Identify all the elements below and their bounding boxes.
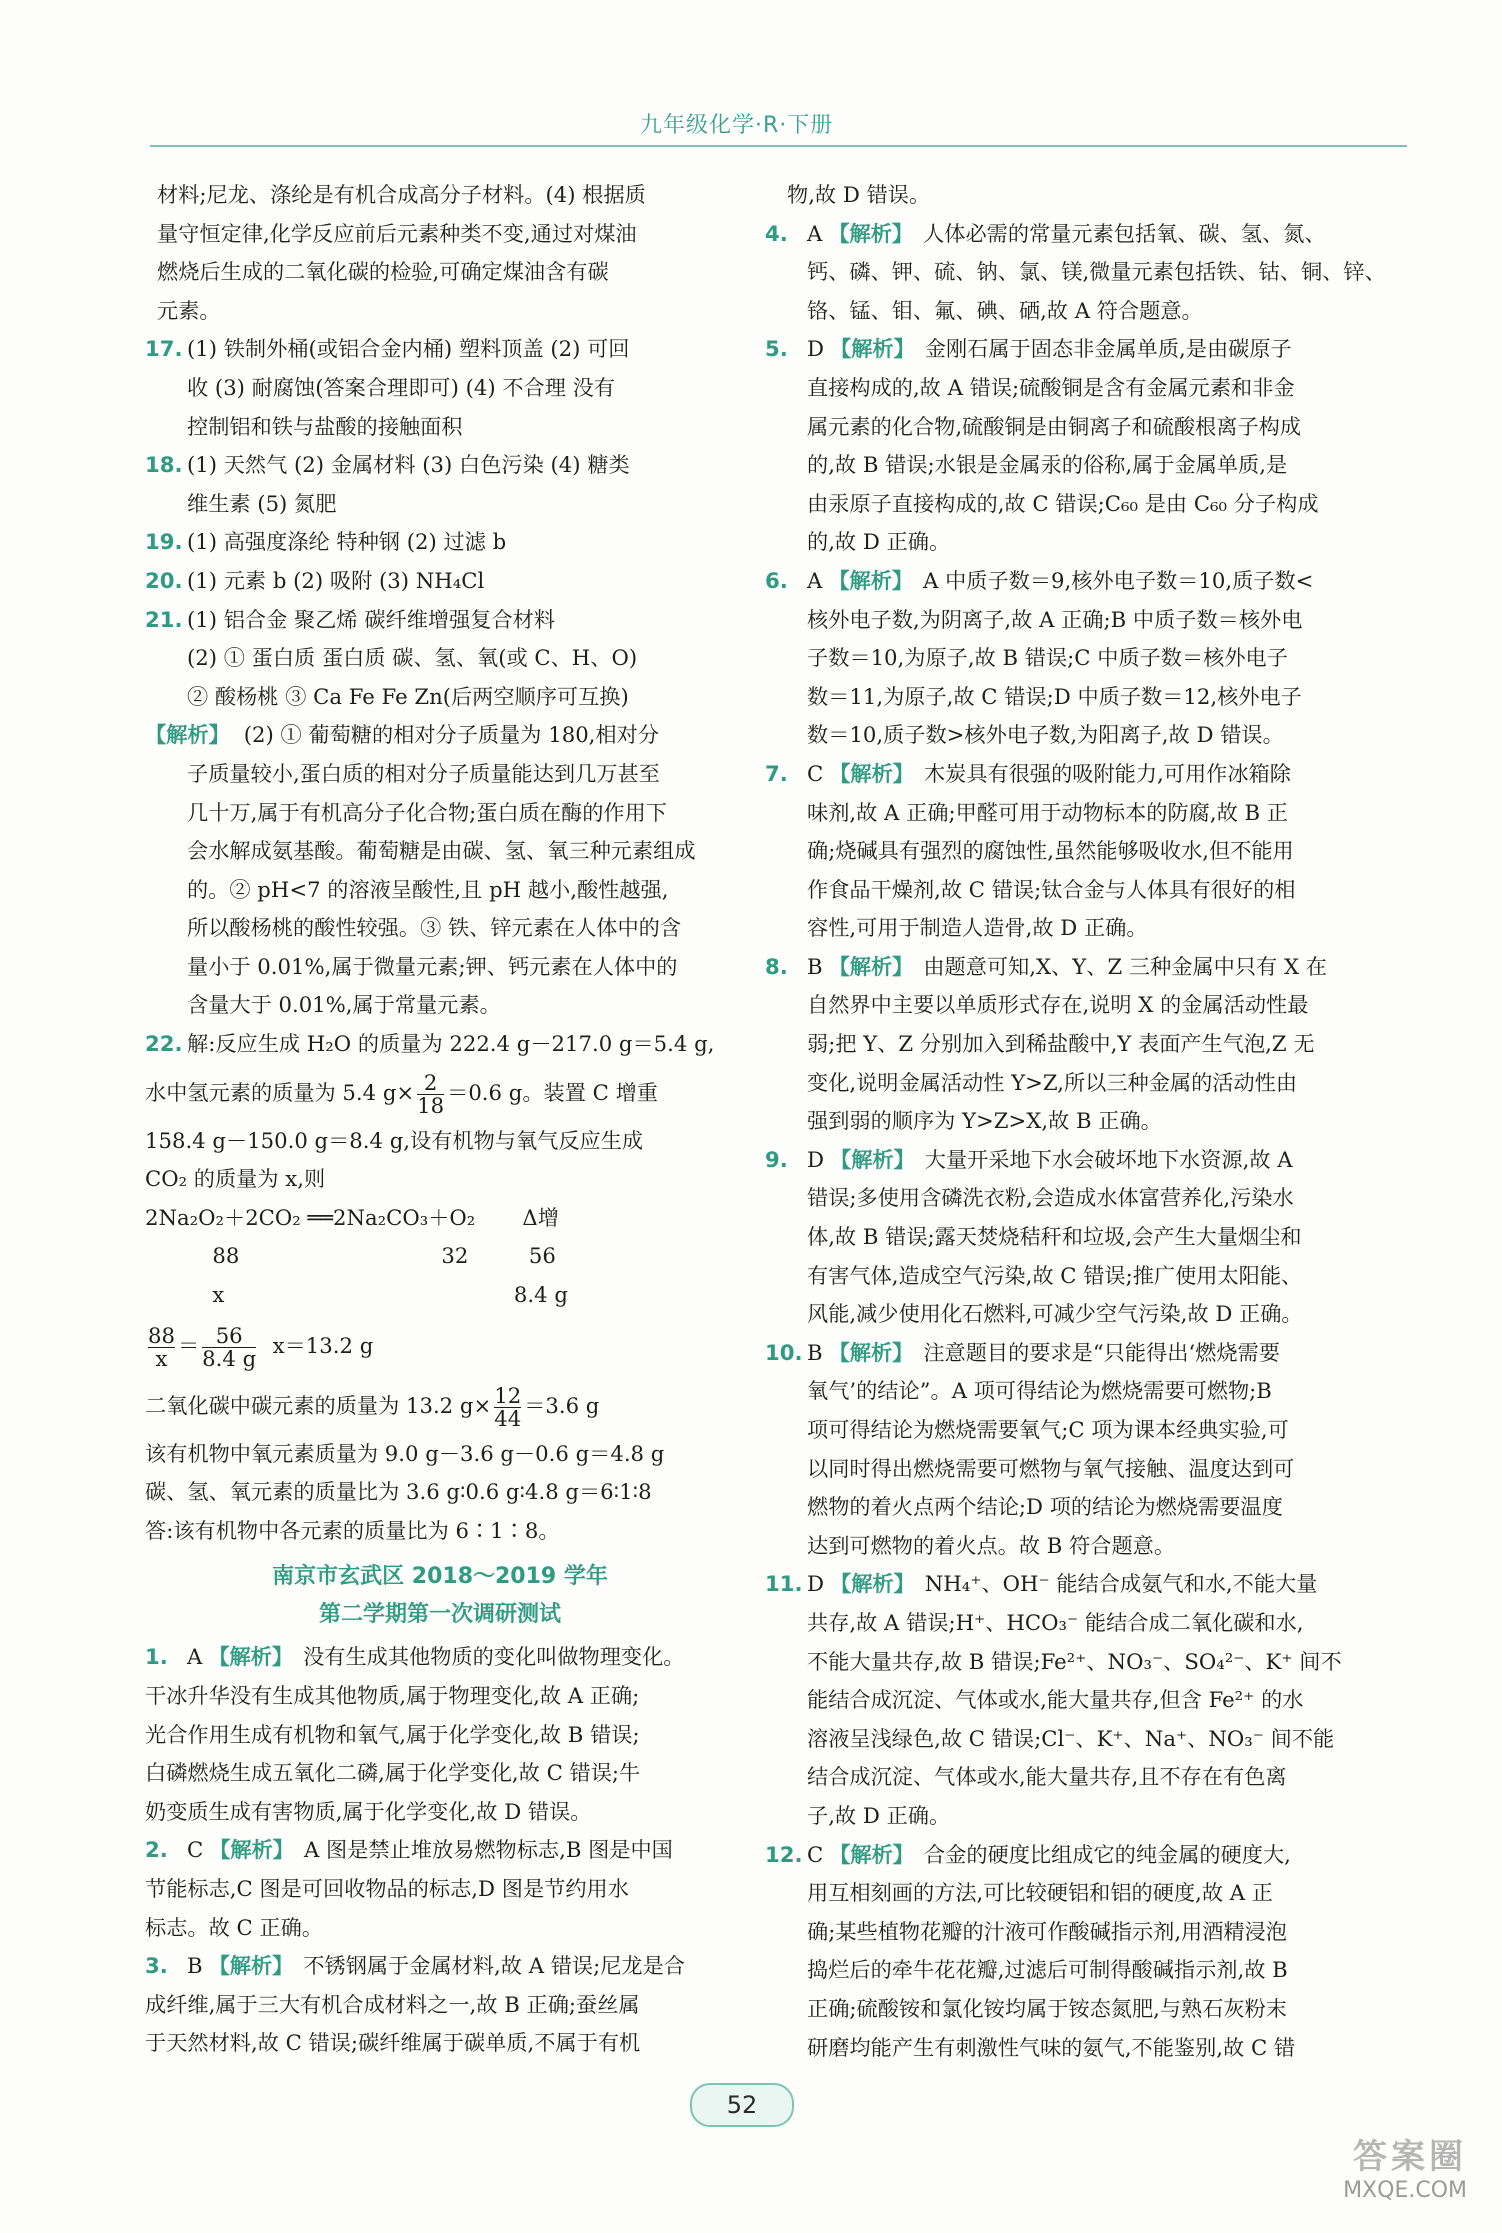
question-number: 17. — [145, 336, 183, 362]
answer-4: 4. A 【解析】 人体必需的常量元素包括氧、碳、氢、氮、 钙、磷、钾、硫、钠、氯、镁,微量元素包括铁、钴、铜、锌、 铬、锰、钼、氟、碘、硒,故 A 符合题意。 — [765, 215, 1405, 331]
left-column — [145, 176, 735, 2063]
analysis-tag: 【解析】 — [828, 567, 914, 593]
fraction: $\frac{2}{18}$ — [417, 1069, 445, 1118]
analysis-tag: 【解析】 — [829, 1841, 914, 1867]
question-number: 9. — [765, 1146, 788, 1172]
continuation-3: 物,故 D 错误。 — [787, 182, 931, 207]
question-number: 6. — [765, 567, 788, 593]
analysis-tag: 【解析】 — [830, 1146, 915, 1172]
page-header — [0, 0, 1502, 150]
question-20: 20. (1) 元素 b (2) 吸附 (3) NH₄Cl — [145, 562, 735, 601]
header-divider — [150, 145, 1407, 147]
analysis-tag: 【解析】 — [208, 1953, 294, 1979]
answer-5: 5. D 【解析】 金刚石属于固态非金属单质,是由碳原子 直接构成的,故 A 错误;硫酸铜是含有金属元素和非金 属元素的化合物,硫酸铜是由铜离子和硫酸根离子构成 的,故 B 错误;水银是金属汞的俗称,属于金属单质,是 由汞原子直接构成的,故 C 错误;C₆₀ 是由 C₆₀ 分子构成 的,故 D 正确。 — [765, 330, 1405, 562]
question-number: 4. — [765, 220, 788, 246]
answer-8: 8. B 【解析】 由题意可知,X、Y、Z 三种金属中只有 X 在 自然界中主要以单质形式存在,说明 X 的金属活动性最 弱;把 Y、Z 分别加入到稀盐酸中,Y 表面产生气泡,Z 无 变化,说明金属活动性 Y>Z,所以三种金属的活动性由 强到弱的顺序为 Y>Z>X,故 B 正确。 — [765, 948, 1405, 1141]
analysis-tag: 【解析】 — [828, 1339, 914, 1365]
question-21-analysis: 【解析】 (2) ① 葡萄糖的相对分子质量为 180,相对分 子质量较小,蛋白质的相对分子质量能达到几万甚至 几十万,属于有机高分子化合物;蛋白质在酶的作用下 会水解成氨基酸。葡萄糖是由碳、氢、氧三种元素组成 的。② pH<7 的溶液呈酸性,且 pH 越小,酸性越强, 所以酸杨桃的酸性较强。③ 铁、锌元素在人体中的含 量小于 0.01%,属于微量元素;钾、钙元素在人体中的 含量大于 0.01%,属于常量元素。 — [145, 722, 696, 1018]
answer-11: 11. D 【解析】 NH₄⁺、OH⁻ 能结合成氨气和水,不能大量 共存,故 A 错误;H⁺、HCO₃⁻ 能结合成二氧化碳和水, 不能大量共存,故 B 错误;Fe²⁺、NO₃⁻、SO₄²⁻、K⁺ 间不 能结合成沉淀、气体或水,能大量共存,但含 Fe²⁺ 的水 溶液呈浅绿色,故 C 错误;Cl⁻、K⁺、Na⁺、NO₃⁻ 间不能 结合成沉淀、气体或水,能大量共存,且不存在有色离 子,故 D 正确。 — [765, 1565, 1405, 1835]
question-number: 7. — [765, 760, 788, 786]
question-22: 22. 解:反应生成 H₂O 的质量为 222.4 g－217.0 g＝5.4 g, 水中氢元素的质量为 5.4 g× $\frac{2}{18}$ ＝0.6 g。装置 C 增重 158.4 g－150.0 g＝8.4 g,设有机物与氧气反应生成 CO₂ 的质量为 x,则 2Na₂O₂＋2CO₂ ══2Na₂CO₃＋O₂ Δ增 88 32 56 x 8.4 g $\frac{88}{x}$ ＝ $\frac{56}{8.4 g}$ x＝13.2 g 二氧化碳中碳元素的质量为 13.2 g× $\frac{12}{44}$ ＝3.6 g 该有机物中氧元素质量为 9.0 g－3.6 g－0.6 g＝4.8 g 碳、氢、氧元素的质量比为 3.6 g∶0.6 g∶4.8 g＝6∶1∶8 答:该有机物中各元素的质量比为 6∶1∶8。 — [145, 1025, 735, 1550]
question-number: 19. — [145, 529, 183, 555]
analysis-tag: 【解析】 — [828, 220, 914, 246]
answer-6: 6. A 【解析】 A 中质子数＝9,核外电子数＝10,质子数< 核外电子数,为阴离子,故 A 正确;B 中质子数＝核外电 子数＝10,为原子,故 B 错误;C 中质子数＝核外电子 数＝11,为原子,故 C 错误;D 中质子数＝12,核外电子 数＝10,质子数>核外电子数,为阳离子,故 D 错误。 — [765, 562, 1405, 755]
analysis-tag: 【解析】 — [830, 336, 915, 362]
question-number: 2. — [145, 1837, 168, 1863]
analysis-tag: 【解析】 — [830, 1571, 915, 1597]
answer-1: 1. A 【解析】 没有生成其他物质的变化叫做物理变化。 干冰升华没有生成其他物质,属于物理变化,故 A 正确; 光合作用生成有机物和氧气,属于化学变化,故 B 错误; 白磷燃烧生成五氧化二磷,属于化学变化,故 C 错误;牛 奶变质生成有害物质,属于化学变化,故 D 错误。 — [145, 1638, 735, 1831]
answer-7: 7. C 【解析】 木炭具有很强的吸附能力,可用作冰箱除 味剂,故 A 正确;甲醛可用于动物标本的防腐,故 B 正 确;烧碱具有强烈的腐蚀性,虽然能够吸收水,但不能用 作食品干燥剂,故 C 错误;钛合金与人体具有很好的相 容性,可用于制造人造骨,故 D 正确。 — [765, 755, 1405, 948]
question-19: 19. (1) 高强度涤纶 特种钢 (2) 过滤 b — [145, 523, 735, 562]
question-number: 20. — [145, 567, 183, 593]
proportion: $\frac{88}{x}$ ＝ $\frac{56}{8.4 g}$ x＝13.2 g — [148, 1322, 374, 1371]
question-number: 11. — [765, 1571, 803, 1597]
question-number: 3. — [145, 1953, 168, 1979]
chemical-equation: 2Na₂O₂＋2CO₂ ══2Na₂CO₃＋O₂ Δ增 — [145, 1204, 559, 1230]
question-18: 18. (1) 天然气 (2) 金属材料 (3) 白色污染 (4) 糖类 维生素 (5) 氮肥 — [145, 446, 735, 523]
right-column — [765, 176, 1405, 2067]
page-number: 52 — [690, 2083, 794, 2127]
question-number: 5. — [765, 336, 788, 362]
analysis-tag: 【解析】 — [828, 953, 914, 979]
answer-9: 9. D 【解析】 大量开采地下水会破坏地下水资源,故 A 错误;多使用含磷洗衣粉,会造成水体富营养化,污染水 体,故 B 错误;露天焚烧秸秆和垃圾,会产生大量烟尘和 有害气体,造成空气污染,故 C 错误;推广使用太阳能、 风能,减少使用化石燃料,可减少空气污染,故 D 正确。 — [765, 1141, 1405, 1334]
section-title: 南京市玄武区 2018～2019 学年 第二学期第一次调研测试 — [272, 1564, 608, 1628]
question-number: 12. — [765, 1841, 803, 1867]
question-number: 22. — [145, 1031, 183, 1057]
question-number: 10. — [765, 1339, 803, 1365]
answer-10: 10. B 【解析】 注意题目的要求是“只能得出‘燃烧需要 氧气’的结论”。A 项可得结论为燃烧需要可燃物;B 项可得结论为燃烧需要氧气;C 项为课本经典实验,可 以同时得出燃烧需要可燃物与氧气接触、温度达到可 燃物的着火点两个结论;D 项的结论为燃烧需要温度 达到可燃物的着火点。故 B 符合题意。 — [765, 1334, 1405, 1566]
question-number: 8. — [765, 953, 788, 979]
analysis-tag: 【解析】 — [829, 760, 914, 786]
answer-3: 3. B 【解析】 不锈钢属于金属材料,故 A 错误;尼龙是合 成纤维,属于三大有机合成材料之一,故 B 正确;蚕丝属 于天然材料,故 C 错误;碳纤维属于碳单质,不属于有机 — [145, 1947, 735, 2063]
analysis-tag: 【解析】 — [208, 1644, 294, 1670]
question-number: 18. — [145, 452, 183, 478]
question-number: 1. — [145, 1644, 168, 1670]
header-title: 九年级化学·R·下册 — [640, 113, 834, 138]
analysis-tag: 【解析】 — [145, 722, 230, 748]
answer-2: 2. C 【解析】 A 图是禁止堆放易燃物标志,B 图是中国 节能标志,C 图是可回收物品的标志,D 图是节约用水 标志。故 C 正确。 — [145, 1831, 735, 1947]
analysis-tag: 【解析】 — [209, 1837, 294, 1863]
question-number: 21. — [145, 606, 183, 632]
intro-continuation: 材料;尼龙、涤纶是有机合成高分子材料。(4) 根据质 量守恒定律,化学反应前后元素种类不变,通过对煤油 燃烧后生成的二氧化碳的检验,可确定煤油含有碳 元素。 — [157, 182, 646, 323]
answer-12: 12. C 【解析】 合金的硬度比组成它的纯金属的硬度大, 用互相刻画的方法,可比较硬铝和铝的硬度,故 A 正 确;某些植物花瓣的汁液可作酸碱指示剂,用酒精浸泡 捣烂后的牵牛花花瓣,过滤后可制得酸碱指示剂,故 B 正确;硫酸铵和氯化铵均属于铵态氮肥,与熟石灰粉末 研磨均能产生有刺激性气味的氨气,不能鉴别,故 C 错 — [765, 1836, 1405, 2068]
watermark-logo: 答案圈 MXQE.COM — [1343, 2137, 1467, 2203]
question-21: 21. (1) 铝合金 聚乙烯 碳纤维增强复合材料 (2) ① 蛋白质 蛋白质 碳、氢、氧(或 C、H、O) ② 酸杨桃 ③ Ca Fe Fe Zn(后两空顺序可互换) — [145, 601, 735, 717]
question-17: 17. (1) 铁制外桶(或铝合金内桶) 塑料顶盖 (2) 可回 收 (3) 耐腐蚀(答案合理即可) (4) 不合理 没有 控制铝和铁与盐酸的接触面积 — [145, 330, 735, 446]
